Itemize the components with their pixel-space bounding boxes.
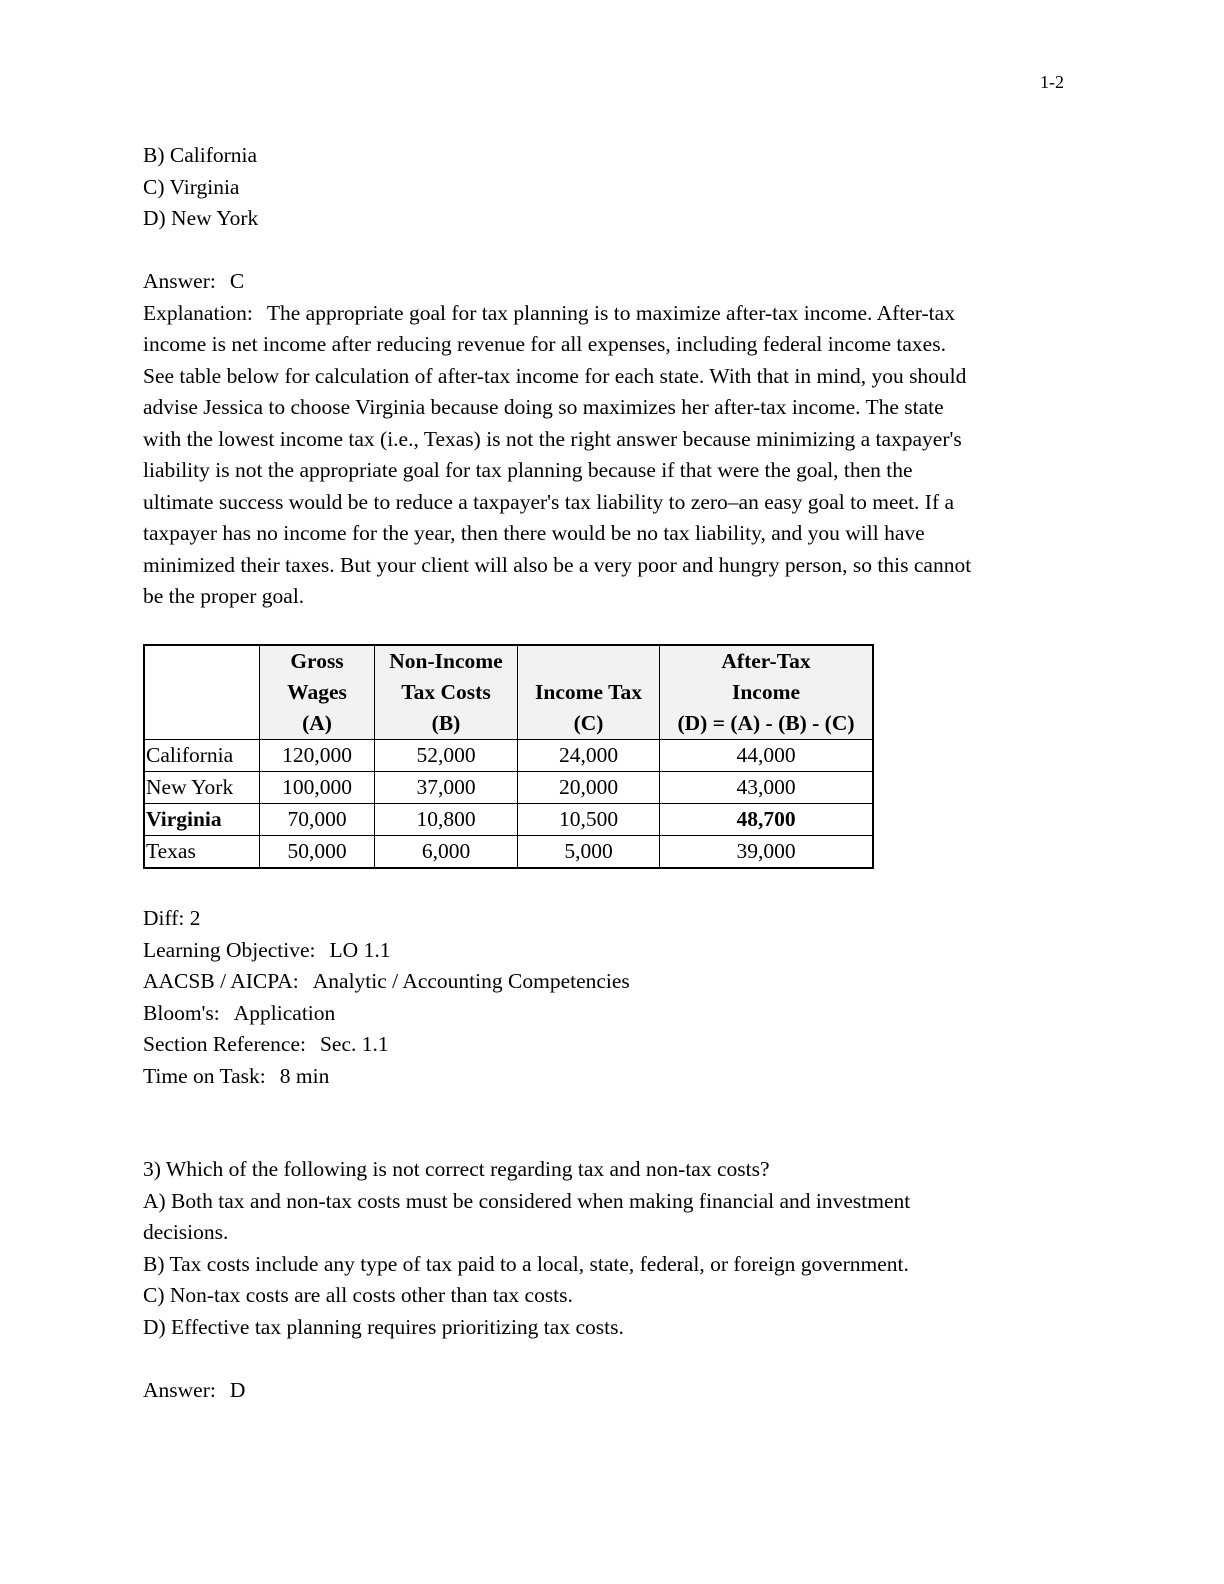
state-cell: Virginia bbox=[144, 804, 260, 836]
gross-wages-cell: 120,000 bbox=[260, 740, 375, 772]
table-row bbox=[144, 772, 873, 804]
choice-b: B) California bbox=[143, 143, 258, 167]
non-income-tax-costs-cell: 37,000 bbox=[375, 772, 518, 804]
state-cell: New York bbox=[144, 772, 260, 804]
page-number: 1-2 bbox=[1040, 72, 1064, 92]
answer-value: D bbox=[229, 1377, 246, 1402]
income-tax-cell: 5,000 bbox=[518, 836, 660, 869]
choice-a-continued: decisions. bbox=[143, 1220, 229, 1244]
explanation-line: advise Jessica to choose Virginia because doing so maximizes her after-tax income. The state bbox=[143, 395, 944, 419]
gross-wages-cell: 70,000 bbox=[260, 804, 375, 836]
header-income-tax: Income Tax (C) bbox=[518, 645, 660, 740]
header-gross-wages: Gross Wages (A) bbox=[260, 645, 375, 740]
income-tax-cell: 10,500 bbox=[518, 804, 660, 836]
gross-wages-cell: 50,000 bbox=[260, 836, 375, 869]
difficulty: Diff: 2 bbox=[143, 906, 201, 930]
explanation-line: taxpayer has no income for the year, then there would be no tax liability, and you will have bbox=[143, 521, 925, 545]
explanation-label: Explanation: bbox=[143, 300, 253, 325]
explanation-line: liability is not the appropriate goal for tax planning because if that were the goal, then the bbox=[143, 458, 913, 482]
after-tax-income-cell: 48,700 bbox=[660, 804, 874, 836]
state-cell: Texas bbox=[144, 836, 260, 869]
question-3 bbox=[143, 1154, 1073, 1406]
explanation-line: be the proper goal. bbox=[143, 584, 305, 608]
non-income-tax-costs-cell: 52,000 bbox=[375, 740, 518, 772]
after-tax-income-cell: 44,000 bbox=[660, 740, 874, 772]
explanation-line: minimized their taxes. But your client will also be a very poor and hungry person, so this cannot bbox=[143, 552, 972, 577]
explanation-line: ultimate success would be to reduce a taxpayer's tax liability to zero–an easy goal to meet. If a bbox=[143, 489, 955, 514]
header-non-income-tax-costs: Non-Income Tax Costs (B) bbox=[375, 645, 518, 740]
header-after-tax-income: After-Tax Income (D) = (A) - (B) - (C) bbox=[660, 645, 874, 740]
table-row bbox=[144, 740, 873, 772]
choice-c: C) Non-tax costs are all costs other than tax costs. bbox=[143, 1283, 573, 1307]
answer-line bbox=[143, 1375, 1073, 1407]
explanation-line: The appropriate goal for tax planning is to maximize after-tax income. After-tax bbox=[266, 300, 955, 325]
time-on-task: Time on Task: 8 min bbox=[143, 1063, 330, 1088]
header-blank bbox=[144, 645, 260, 740]
state-cell: California bbox=[144, 740, 260, 772]
question-stem: 3) Which of the following is not correct regarding tax and non-tax costs? bbox=[143, 1157, 770, 1181]
blooms: Bloom's: Application bbox=[143, 1000, 336, 1025]
explanation bbox=[143, 298, 1073, 613]
answer-label: Answer: bbox=[143, 1377, 216, 1402]
explanation-line: See table below for calculation of after-tax income for each state. With that in mind, you should bbox=[143, 363, 967, 388]
explanation-line: with the lowest income tax (i.e., Texas) is not the right answer because minimizing a taxpayer's bbox=[143, 426, 962, 451]
learning-objective: Learning Objective: LO 1.1 bbox=[143, 937, 391, 962]
after-tax-income-cell: 43,000 bbox=[660, 772, 874, 804]
non-income-tax-costs-cell: 6,000 bbox=[375, 836, 518, 869]
previous-question-continuation bbox=[143, 140, 1073, 613]
explanation-line: income is net income after reducing revenue for all expenses, including federal income taxes. bbox=[143, 332, 946, 356]
non-income-tax-costs-cell: 10,800 bbox=[375, 804, 518, 836]
question-metadata bbox=[143, 903, 630, 1092]
after-tax-income-table bbox=[143, 644, 874, 869]
table-row-highlighted bbox=[144, 804, 873, 836]
table-row bbox=[144, 836, 873, 869]
answer-label: Answer: bbox=[143, 269, 216, 293]
choice-d: D) New York bbox=[143, 206, 259, 230]
answer-line bbox=[143, 266, 1073, 298]
gross-wages-cell: 100,000 bbox=[260, 772, 375, 804]
choice-c: C) Virginia bbox=[143, 174, 240, 199]
choice-d: D) Effective tax planning requires prioritizing tax costs. bbox=[143, 1314, 624, 1339]
answer-value: C bbox=[229, 269, 245, 293]
section-reference: Section Reference: Sec. 1.1 bbox=[143, 1032, 389, 1056]
after-tax-income-cell: 39,000 bbox=[660, 836, 874, 869]
table-header-row bbox=[144, 645, 873, 740]
choice-b: B) Tax costs include any type of tax paid to a local, state, federal, or foreign government. bbox=[143, 1251, 909, 1276]
choice-a: A) Both tax and non-tax costs must be considered when making financial and investment bbox=[143, 1188, 911, 1213]
income-tax-cell: 20,000 bbox=[518, 772, 660, 804]
aacsb-aicpa: AACSB / AICPA: Analytic / Accounting Competencies bbox=[143, 969, 630, 993]
income-tax-cell: 24,000 bbox=[518, 740, 660, 772]
